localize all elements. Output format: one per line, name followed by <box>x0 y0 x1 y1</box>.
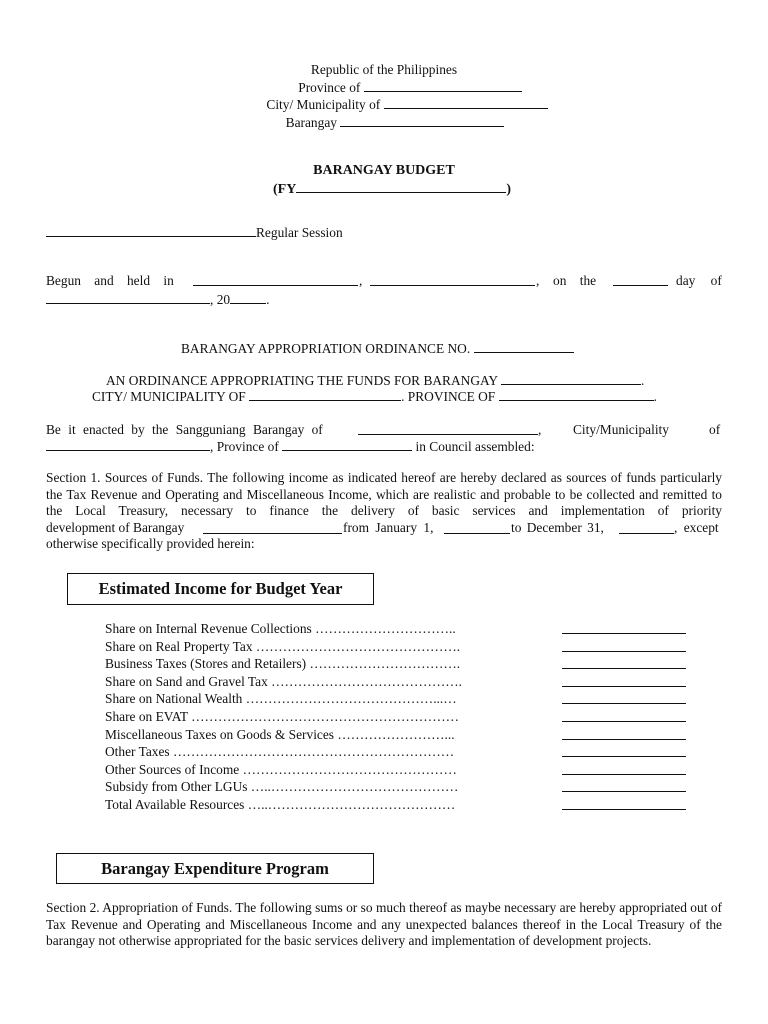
ordinance-city-blank[interactable] <box>249 388 401 401</box>
begun-period: . <box>266 292 270 307</box>
income-amount-blank[interactable] <box>562 703 686 704</box>
province-blank[interactable] <box>364 79 522 92</box>
section-1-text: Section 1. Sources of Funds. The following income as indicated hereof are hereby declared as sources of funds particularly the Tax Revenue and Operating and Miscellaneous Income, which are realistic and probable to be collected and remitted to the Local Treasury, necessary to finance the delivery of basic services and implementation of priority <box>46 470 722 518</box>
enacted-line-2 <box>46 438 535 455</box>
enacted-council-label: in Council assembled: <box>415 439 535 454</box>
income-item-label: Other Taxes ……………………………………………………… <box>105 744 455 760</box>
header-province-label: Province of <box>298 79 361 95</box>
ordinance-dot-2: . <box>653 389 657 404</box>
income-item <box>105 762 705 780</box>
enacted-of-label: of <box>709 422 721 437</box>
enacted-label: Be it enacted by the Sangguniang Barangay of <box>46 422 323 437</box>
enacted-province-blank[interactable] <box>282 438 412 451</box>
venue-blank-2[interactable] <box>370 273 535 286</box>
begun-comma: , <box>359 273 363 288</box>
enacted-barangay-blank[interactable] <box>358 422 538 435</box>
section-1-from-label: from January 1, <box>343 519 434 535</box>
header-barangay-label: Barangay <box>285 114 337 130</box>
section-1-to-blank[interactable] <box>619 521 674 534</box>
day-blank[interactable] <box>613 273 668 286</box>
city-blank[interactable] <box>384 96 548 109</box>
ordinance-province-blank[interactable] <box>499 388 654 401</box>
year-blank[interactable] <box>230 291 266 304</box>
income-item-label: Other Sources of Income ………………………………………… <box>105 761 457 777</box>
income-amount-blank[interactable] <box>562 721 686 722</box>
document-title <box>0 161 768 199</box>
ordinance-dot-1: . <box>640 373 645 388</box>
month-blank[interactable] <box>46 291 210 304</box>
fy-close: ) <box>506 182 511 197</box>
ordinance-number-blank[interactable] <box>474 340 574 353</box>
income-item <box>105 674 705 692</box>
ordinance-city-label: CITY/ MUNICIPALITY OF <box>92 389 246 404</box>
income-item <box>105 639 705 657</box>
section-1-dates-line <box>46 520 722 537</box>
session-label: Regular Session <box>256 225 343 240</box>
income-item <box>105 744 705 762</box>
enacted-province-label: , Province of <box>210 439 279 454</box>
begun-line-2 <box>46 291 269 308</box>
income-item <box>105 727 705 745</box>
section-1-barangay-blank[interactable] <box>203 521 342 534</box>
session-blank[interactable] <box>46 224 256 237</box>
income-amount-blank[interactable] <box>562 809 686 810</box>
income-amount-blank[interactable] <box>562 739 686 740</box>
ordinance-title-line-2 <box>92 388 657 405</box>
income-item <box>105 621 705 639</box>
section-1-barangay-label: development of Barangay <box>46 519 185 535</box>
ordinance-title-1: AN ORDINANCE APPROPRIATING THE FUNDS FOR BARANGAY <box>106 373 498 388</box>
budget-title: BARANGAY BUDGET <box>313 163 455 178</box>
income-item <box>105 691 705 709</box>
header-republic: Republic of the Philippines <box>310 62 458 77</box>
barangay-blank[interactable] <box>340 114 504 127</box>
begun-line-1 <box>46 273 722 290</box>
fy-open: (FY <box>273 182 297 197</box>
income-item <box>105 779 705 797</box>
income-item-label: Miscellaneous Taxes on Goods & Services ……………………... <box>105 726 455 742</box>
enacted-line-1 <box>46 422 722 439</box>
section-1-except-label: , except <box>674 519 719 535</box>
income-amount-blank[interactable] <box>562 686 686 687</box>
header-city-line <box>0 96 768 114</box>
fiscal-year-line <box>0 180 768 199</box>
ordinance-title-line-1 <box>106 372 644 389</box>
section-1-to-label: to December 31, <box>511 519 604 535</box>
document-header <box>0 62 768 131</box>
income-heading: Estimated Income for Budget Year <box>67 573 374 605</box>
income-item-label: Subsidy from Other LGUs …..…………………………………… <box>105 779 459 795</box>
expenditure-heading: Barangay Expenditure Program <box>56 853 374 884</box>
ordinance-province-label: . PROVINCE OF <box>401 389 496 404</box>
income-amount-blank[interactable] <box>562 668 686 669</box>
section-1-paragraph <box>46 470 722 553</box>
day-of-label: day of <box>676 273 722 288</box>
income-item-label: Share on Internal Revenue Collections ………………………….. <box>105 621 456 636</box>
header-city-label: City/ Municipality of <box>266 97 381 112</box>
fiscal-year-blank[interactable] <box>296 180 506 193</box>
ordinance-barangay-blank[interactable] <box>501 372 641 385</box>
income-item-label: Share on Real Property Tax ………………………………………. <box>105 638 461 654</box>
ordinance-number-label: BARANGAY APPROPRIATION ORDINANCE NO. <box>181 341 471 356</box>
enacted-city-label: City/Municipality <box>573 422 669 437</box>
income-item-label: Total Available Resources …..…………………………………… <box>105 797 456 812</box>
session-line <box>46 224 343 241</box>
income-item <box>105 656 705 674</box>
section-1-text-end: otherwise specifically provided herein: <box>46 536 255 551</box>
section-1-from-blank[interactable] <box>444 521 510 534</box>
ordinance-number-line <box>181 340 574 357</box>
header-province-line <box>0 79 768 97</box>
income-item-label: Share on EVAT …………………………………………………… <box>105 709 459 724</box>
begun-comma-2: , <box>536 273 540 288</box>
income-item <box>105 709 705 727</box>
income-item-label: Share on National Wealth ……………………………………...… <box>105 691 457 707</box>
income-item-label: Business Taxes (Stores and Retailers) ……………………………. <box>105 656 461 672</box>
income-amount-blank[interactable] <box>562 633 686 634</box>
income-amount-blank[interactable] <box>562 774 686 775</box>
income-item-label: Share on Sand and Gravel Tax ……………………………………. <box>105 673 462 689</box>
section-2-paragraph: Section 2. Appropriation of Funds. The following sums or so much thereof as maybe necessary are hereby appropriated out of Tax Revenue and Operating and Miscellaneous Income and any unexpected balances thereof in the Local Treasury of the barangay not otherwise appropriated for the basic services delivery and implementation of development projects. <box>46 900 722 948</box>
income-amount-blank[interactable] <box>562 791 686 792</box>
income-amount-blank[interactable] <box>562 651 686 652</box>
enacted-city-blank[interactable] <box>46 438 210 451</box>
enacted-comma: , <box>538 422 542 437</box>
income-item <box>105 797 705 815</box>
on-the-label: on the <box>553 273 597 288</box>
venue-blank-1[interactable] <box>193 273 358 286</box>
header-barangay-line <box>0 114 768 132</box>
begun-label: Begun and held in <box>46 273 174 288</box>
income-amount-blank[interactable] <box>562 756 686 757</box>
year-prefix: , 20 <box>210 292 231 307</box>
